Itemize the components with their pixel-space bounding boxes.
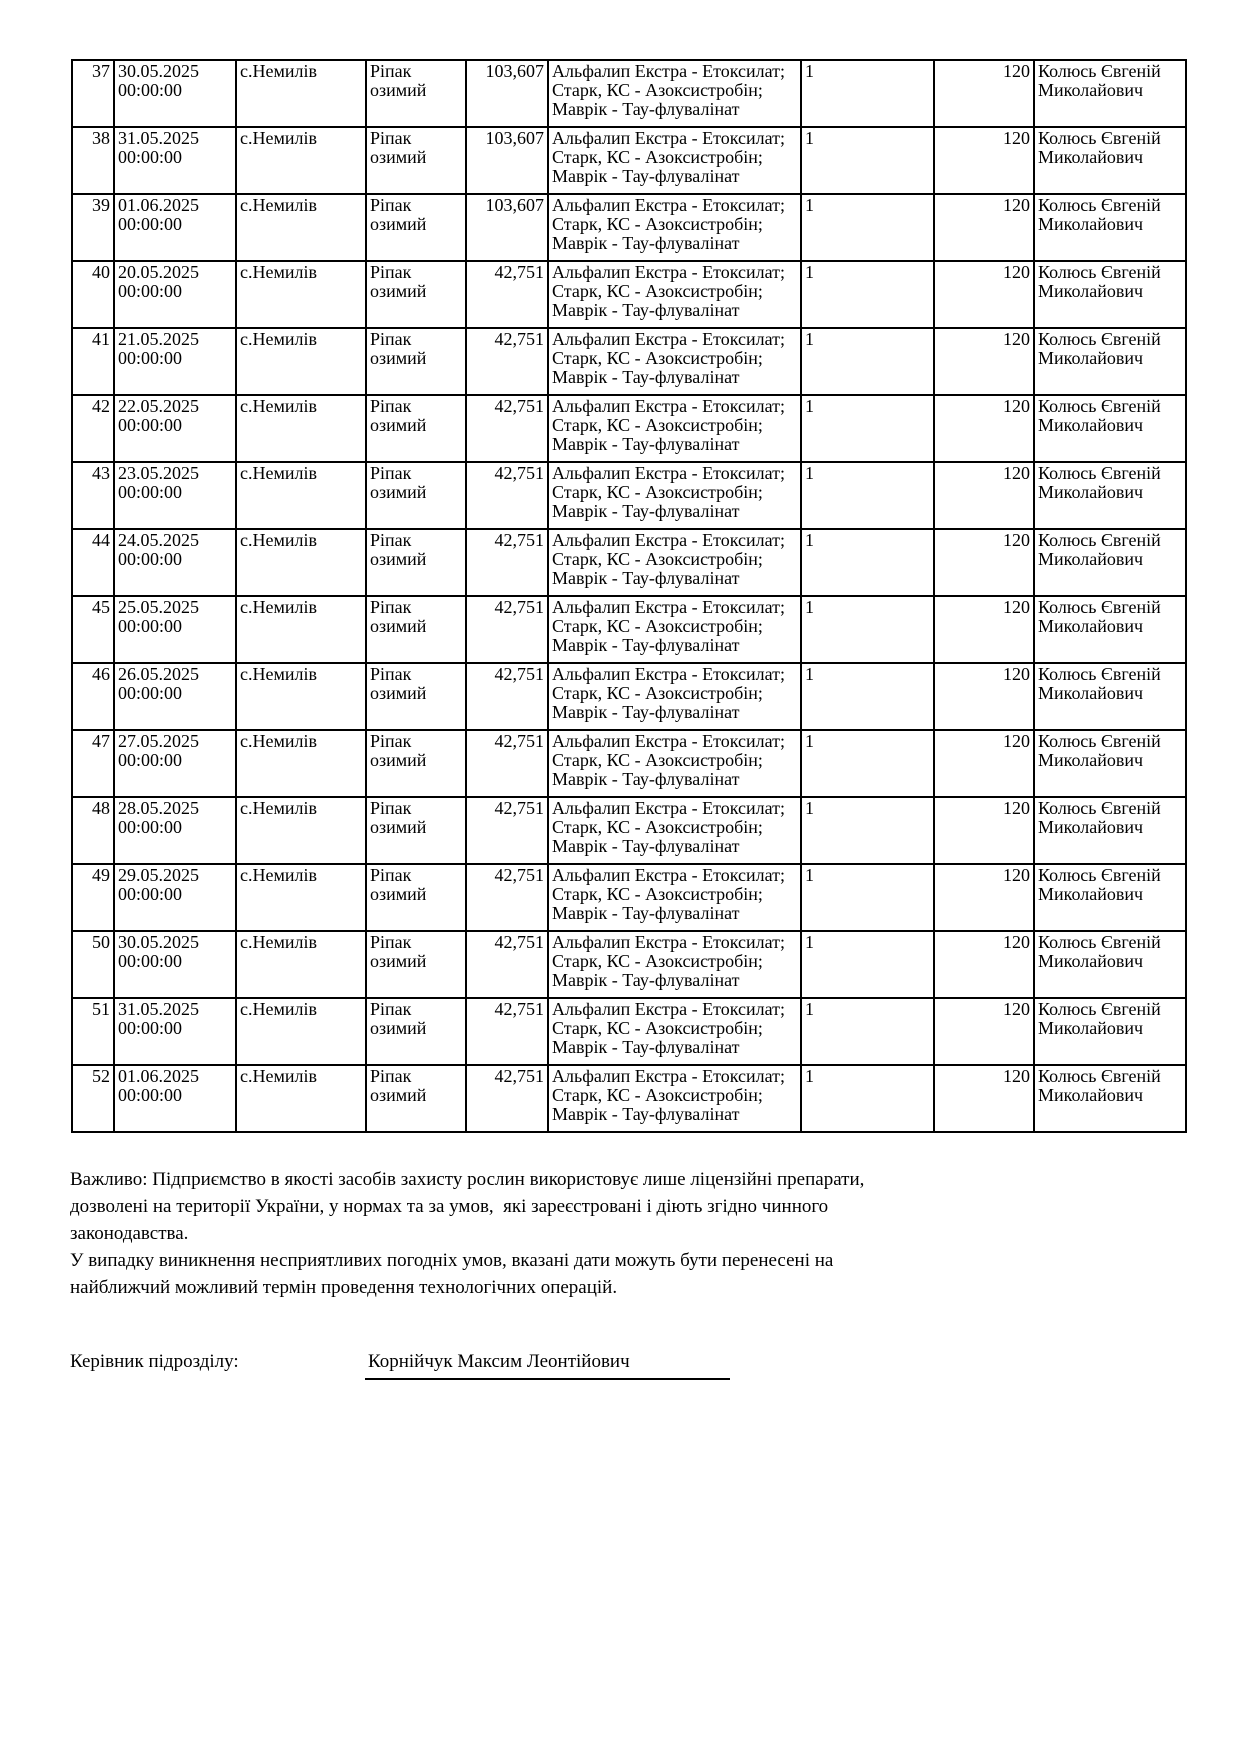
notes-block <box>70 1166 1050 1301</box>
cell-term: 120 <box>934 395 1034 462</box>
table-row <box>72 261 1186 328</box>
cell-responsible: Колюсь Євгеній Миколайович <box>1034 663 1186 730</box>
cell-responsible: Колюсь Євгеній Миколайович <box>1034 797 1186 864</box>
cell-datetime: 31.05.2025 00:00:00 <box>114 127 236 194</box>
cell-datetime: 29.05.2025 00:00:00 <box>114 864 236 931</box>
table-row <box>72 328 1186 395</box>
cell-preparations: Альфалип Екстра - Етоксилат; Старк, КС - Азоксистробін; Маврік - Тау-флувалінат <box>548 596 801 663</box>
note-weather-line-1: У випадку виникнення несприятливих погодніх умов, вказані дати можуть бути перенесені на <box>70 1250 834 1271</box>
cell-responsible: Колюсь Євгеній Миколайович <box>1034 730 1186 797</box>
cell-responsible: Колюсь Євгеній Миколайович <box>1034 931 1186 998</box>
cell-village: с.Немилів <box>236 60 366 127</box>
cell-area: 42,751 <box>466 261 548 328</box>
cell-village: с.Немилів <box>236 127 366 194</box>
cell-crop: Ріпак озимий <box>366 462 466 529</box>
cell-term: 120 <box>934 127 1034 194</box>
cell-crop: Ріпак озимий <box>366 1065 466 1132</box>
table-row <box>72 998 1186 1065</box>
cell-row-number: 52 <box>72 1065 114 1132</box>
cell-term: 120 <box>934 1065 1034 1132</box>
cell-preparations: Альфалип Екстра - Етоксилат; Старк, КС - Азоксистробін; Маврік - Тау-флувалінат <box>548 462 801 529</box>
cell-term: 120 <box>934 194 1034 261</box>
cell-row-number: 51 <box>72 998 114 1065</box>
cell-datetime: 21.05.2025 00:00:00 <box>114 328 236 395</box>
cell-term: 120 <box>934 261 1034 328</box>
cell-area: 42,751 <box>466 797 548 864</box>
cell-row-number: 41 <box>72 328 114 395</box>
cell-datetime: 01.06.2025 00:00:00 <box>114 1065 236 1132</box>
table-row <box>72 596 1186 663</box>
table-row <box>72 127 1186 194</box>
cell-responsible: Колюсь Євгеній Миколайович <box>1034 1065 1186 1132</box>
cell-crop: Ріпак озимий <box>366 127 466 194</box>
cell-term: 120 <box>934 998 1034 1065</box>
cell-village: с.Немилів <box>236 462 366 529</box>
cell-crop: Ріпак озимий <box>366 864 466 931</box>
signature-label: Керівник підрозділу: <box>70 1351 239 1372</box>
cell-responsible: Колюсь Євгеній Миколайович <box>1034 864 1186 931</box>
table-row <box>72 194 1186 261</box>
cell-crop: Ріпак озимий <box>366 60 466 127</box>
cell-treatments-count: 1 <box>801 261 934 328</box>
cell-preparations: Альфалип Екстра - Етоксилат; Старк, КС - Азоксистробін; Маврік - Тау-флувалінат <box>548 730 801 797</box>
cell-crop: Ріпак озимий <box>366 261 466 328</box>
cell-datetime: 22.05.2025 00:00:00 <box>114 395 236 462</box>
table-row <box>72 864 1186 931</box>
cell-responsible: Колюсь Євгеній Миколайович <box>1034 127 1186 194</box>
cell-treatments-count: 1 <box>801 529 934 596</box>
cell-treatments-count: 1 <box>801 797 934 864</box>
cell-crop: Ріпак озимий <box>366 328 466 395</box>
cell-datetime: 27.05.2025 00:00:00 <box>114 730 236 797</box>
cell-area: 42,751 <box>466 596 548 663</box>
note-important-line-1: Важливо: Підприємство в якості засобів захисту рослин використовує лише ліцензійні препарати, <box>70 1169 865 1190</box>
cell-treatments-count: 1 <box>801 663 934 730</box>
cell-responsible: Колюсь Євгеній Миколайович <box>1034 998 1186 1065</box>
cell-village: с.Немилів <box>236 864 366 931</box>
cell-term: 120 <box>934 864 1034 931</box>
cell-area: 42,751 <box>466 864 548 931</box>
cell-preparations: Альфалип Екстра - Етоксилат; Старк, КС - Азоксистробін; Маврік - Тау-флувалінат <box>548 931 801 998</box>
cell-preparations: Альфалип Екстра - Етоксилат; Старк, КС - Азоксистробін; Маврік - Тау-флувалінат <box>548 529 801 596</box>
cell-responsible: Колюсь Євгеній Миколайович <box>1034 529 1186 596</box>
cell-village: с.Немилів <box>236 529 366 596</box>
cell-preparations: Альфалип Екстра - Етоксилат; Старк, КС - Азоксистробін; Маврік - Тау-флувалінат <box>548 328 801 395</box>
cell-row-number: 40 <box>72 261 114 328</box>
cell-treatments-count: 1 <box>801 395 934 462</box>
table-row <box>72 797 1186 864</box>
cell-responsible: Колюсь Євгеній Миколайович <box>1034 395 1186 462</box>
table-row <box>72 1065 1186 1132</box>
cell-responsible: Колюсь Євгеній Миколайович <box>1034 462 1186 529</box>
table-row <box>72 60 1186 127</box>
cell-row-number: 45 <box>72 596 114 663</box>
cell-village: с.Немилів <box>236 931 366 998</box>
cell-crop: Ріпак озимий <box>366 596 466 663</box>
cell-term: 120 <box>934 663 1034 730</box>
cell-term: 120 <box>934 462 1034 529</box>
cell-datetime: 24.05.2025 00:00:00 <box>114 529 236 596</box>
cell-datetime: 26.05.2025 00:00:00 <box>114 663 236 730</box>
cell-treatments-count: 1 <box>801 194 934 261</box>
cell-datetime: 23.05.2025 00:00:00 <box>114 462 236 529</box>
cell-preparations: Альфалип Екстра - Етоксилат; Старк, КС - Азоксистробін; Маврік - Тау-флувалінат <box>548 998 801 1065</box>
cell-village: с.Немилів <box>236 797 366 864</box>
cell-row-number: 37 <box>72 60 114 127</box>
cell-village: с.Немилів <box>236 328 366 395</box>
cell-crop: Ріпак озимий <box>366 395 466 462</box>
cell-responsible: Колюсь Євгеній Миколайович <box>1034 328 1186 395</box>
cell-area: 42,751 <box>466 529 548 596</box>
cell-term: 120 <box>934 596 1034 663</box>
cell-term: 120 <box>934 797 1034 864</box>
table-row <box>72 462 1186 529</box>
signature-name: Корнійчук Максим Леонтійович <box>365 1348 730 1380</box>
cell-treatments-count: 1 <box>801 462 934 529</box>
cell-village: с.Немилів <box>236 730 366 797</box>
cell-datetime: 01.06.2025 00:00:00 <box>114 194 236 261</box>
cell-preparations: Альфалип Екстра - Етоксилат; Старк, КС - Азоксистробін; Маврік - Тау-флувалінат <box>548 864 801 931</box>
cell-crop: Ріпак озимий <box>366 931 466 998</box>
cell-treatments-count: 1 <box>801 127 934 194</box>
cell-treatments-count: 1 <box>801 998 934 1065</box>
cell-row-number: 42 <box>72 395 114 462</box>
cell-treatments-count: 1 <box>801 328 934 395</box>
cell-responsible: Колюсь Євгеній Миколайович <box>1034 60 1186 127</box>
cell-treatments-count: 1 <box>801 864 934 931</box>
cell-village: с.Немилів <box>236 663 366 730</box>
cell-term: 120 <box>934 60 1034 127</box>
cell-row-number: 50 <box>72 931 114 998</box>
cell-preparations: Альфалип Екстра - Етоксилат; Старк, КС - Азоксистробін; Маврік - Тау-флувалінат <box>548 261 801 328</box>
cell-treatments-count: 1 <box>801 1065 934 1132</box>
cell-area: 103,607 <box>466 60 548 127</box>
cell-preparations: Альфалип Екстра - Етоксилат; Старк, КС - Азоксистробін; Маврік - Тау-флувалінат <box>548 797 801 864</box>
table-row <box>72 931 1186 998</box>
cell-area: 42,751 <box>466 730 548 797</box>
cell-row-number: 46 <box>72 663 114 730</box>
cell-area: 42,751 <box>466 998 548 1065</box>
cell-crop: Ріпак озимий <box>366 730 466 797</box>
cell-term: 120 <box>934 931 1034 998</box>
cell-area: 42,751 <box>466 395 548 462</box>
cell-responsible: Колюсь Євгеній Миколайович <box>1034 194 1186 261</box>
cell-row-number: 39 <box>72 194 114 261</box>
cell-treatments-count: 1 <box>801 730 934 797</box>
cell-crop: Ріпак озимий <box>366 663 466 730</box>
table-row <box>72 730 1186 797</box>
cell-datetime: 20.05.2025 00:00:00 <box>114 261 236 328</box>
cell-treatments-count: 1 <box>801 931 934 998</box>
cell-area: 42,751 <box>466 931 548 998</box>
cell-area: 42,751 <box>466 1065 548 1132</box>
cell-term: 120 <box>934 730 1034 797</box>
cell-term: 120 <box>934 328 1034 395</box>
cell-area: 42,751 <box>466 462 548 529</box>
cell-area: 103,607 <box>466 127 548 194</box>
cell-preparations: Альфалип Екстра - Етоксилат; Старк, КС - Азоксистробін; Маврік - Тау-флувалінат <box>548 127 801 194</box>
cell-row-number: 43 <box>72 462 114 529</box>
cell-crop: Ріпак озимий <box>366 998 466 1065</box>
table-row <box>72 663 1186 730</box>
cell-crop: Ріпак озимий <box>366 797 466 864</box>
cell-row-number: 49 <box>72 864 114 931</box>
cell-datetime: 30.05.2025 00:00:00 <box>114 60 236 127</box>
cell-row-number: 48 <box>72 797 114 864</box>
cell-area: 42,751 <box>466 328 548 395</box>
cell-responsible: Колюсь Євгеній Миколайович <box>1034 596 1186 663</box>
note-weather-line-2: найближчий можливий термін проведення технологічних операцій. <box>70 1277 618 1298</box>
cell-village: с.Немилів <box>236 1065 366 1132</box>
cell-datetime: 31.05.2025 00:00:00 <box>114 998 236 1065</box>
cell-datetime: 28.05.2025 00:00:00 <box>114 797 236 864</box>
cell-row-number: 38 <box>72 127 114 194</box>
cell-datetime: 30.05.2025 00:00:00 <box>114 931 236 998</box>
note-important-line-3: законодавства. <box>70 1223 189 1244</box>
cell-preparations: Альфалип Екстра - Етоксилат; Старк, КС - Азоксистробін; Маврік - Тау-флувалінат <box>548 60 801 127</box>
cell-responsible: Колюсь Євгеній Миколайович <box>1034 261 1186 328</box>
table-row <box>72 529 1186 596</box>
cell-village: с.Немилів <box>236 596 366 663</box>
cell-area: 103,607 <box>466 194 548 261</box>
cell-datetime: 25.05.2025 00:00:00 <box>114 596 236 663</box>
cell-term: 120 <box>934 529 1034 596</box>
note-important-line-2: дозволені на території України, у нормах та за умов, які зареєстровані і діють згідно чинного <box>70 1196 829 1217</box>
cell-village: с.Немилів <box>236 998 366 1065</box>
cell-preparations: Альфалип Екстра - Етоксилат; Старк, КС - Азоксистробін; Маврік - Тау-флувалінат <box>548 194 801 261</box>
schedule-table <box>71 59 1187 1133</box>
cell-treatments-count: 1 <box>801 596 934 663</box>
schedule-table-body <box>72 60 1186 1132</box>
cell-crop: Ріпак озимий <box>366 194 466 261</box>
cell-village: с.Немилів <box>236 261 366 328</box>
cell-preparations: Альфалип Екстра - Етоксилат; Старк, КС - Азоксистробін; Маврік - Тау-флувалінат <box>548 395 801 462</box>
table-row <box>72 395 1186 462</box>
cell-treatments-count: 1 <box>801 60 934 127</box>
cell-preparations: Альфалип Екстра - Етоксилат; Старк, КС - Азоксистробін; Маврік - Тау-флувалінат <box>548 1065 801 1132</box>
cell-village: с.Немилів <box>236 194 366 261</box>
cell-village: с.Немилів <box>236 395 366 462</box>
cell-crop: Ріпак озимий <box>366 529 466 596</box>
cell-row-number: 44 <box>72 529 114 596</box>
cell-area: 42,751 <box>466 663 548 730</box>
cell-row-number: 47 <box>72 730 114 797</box>
cell-preparations: Альфалип Екстра - Етоксилат; Старк, КС - Азоксистробін; Маврік - Тау-флувалінат <box>548 663 801 730</box>
signature-row <box>70 1348 970 1388</box>
